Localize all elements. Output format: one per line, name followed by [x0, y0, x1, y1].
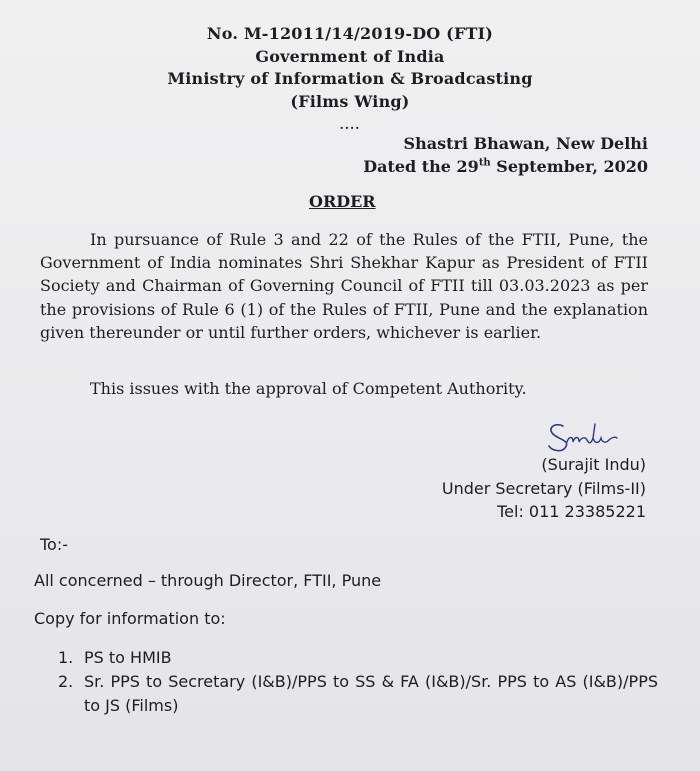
copy-list	[58, 646, 658, 718]
list-item	[58, 670, 658, 718]
ministry-heading: Ministry of Information & Broadcasting	[167, 69, 533, 88]
wing-heading: (Films Wing)	[290, 92, 410, 111]
government-heading: Government of India	[255, 47, 445, 66]
signature-block	[442, 453, 646, 524]
to-label: To:-	[40, 535, 69, 554]
date-prefix: Dated the 29	[363, 157, 479, 176]
header-separator: ....	[339, 118, 361, 132]
signatory-designation: Under Secretary (Films-II)	[441, 478, 646, 498]
list-item-text: PS to HMIB	[84, 648, 172, 667]
handwritten-signature	[545, 418, 635, 454]
issue-place: Shastri Bhawan, New Delhi	[403, 134, 648, 153]
issue-date	[363, 157, 648, 176]
order-body: In pursuance of Rule 3 and 22 of the Rules of the FTII, Pune, the Government of India nominates Shri Shekhar Kapur as President of FTII Society and Chairman of Governing Council of FTII till 03.03.2023 as per the provisions of Rule 6 (1) of the Rules of FTII, Pune and the explanation given thereunder or until further orders, whichever is earlier.	[40, 230, 648, 342]
copy-to-label: Copy for information to:	[34, 609, 226, 628]
file-number: No. M-12011/14/2019-DO (FTI)	[206, 24, 494, 43]
date-suffix: September, 2020	[490, 157, 648, 176]
list-item-number: 2.	[58, 672, 74, 691]
list-item-number: 1.	[58, 648, 74, 667]
signatory-telephone: Tel: 011 23385221	[497, 502, 646, 521]
approval-line: This issues with the approval of Competent Authority.	[90, 379, 527, 398]
signatory-name: (Surajit Indu)	[541, 455, 646, 474]
order-title: ORDER	[309, 192, 376, 211]
list-item-text: Sr. PPS to Secretary (I&B)/PPS to SS & FA (I&B)/Sr. PPS to AS (I&B)/PPS to JS (Films)	[84, 672, 658, 715]
date-ordinal: th	[478, 157, 491, 169]
addressee-line: All concerned – through Director, FTII, Pune	[34, 571, 382, 590]
list-item	[58, 646, 658, 670]
